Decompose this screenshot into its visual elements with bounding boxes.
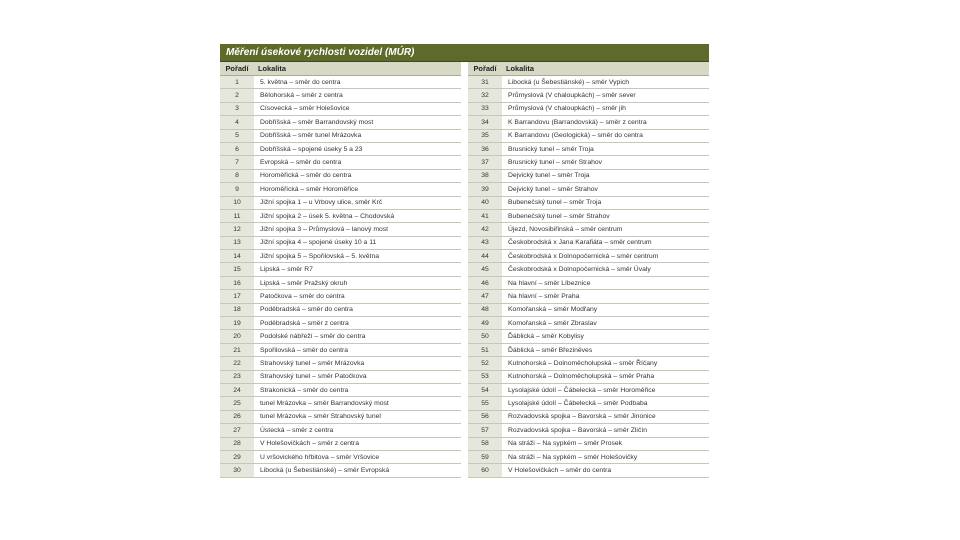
row-location: Kutnohorská – Dolnoměcholupská – směr Říčany — [502, 357, 709, 370]
table-row — [220, 142, 461, 155]
row-order: 41 — [468, 209, 502, 222]
row-location: Na stráži – Na sypkém – směr Holešovičky — [502, 450, 709, 463]
row-order: 23 — [220, 370, 254, 383]
table-row — [220, 116, 461, 129]
row-location: Poděbradská – směr z centra — [254, 317, 461, 330]
row-order: 1 — [220, 76, 254, 89]
row-order: 46 — [468, 276, 502, 289]
table-row — [468, 317, 709, 330]
table-row — [468, 464, 709, 477]
table-row — [220, 250, 461, 263]
table-row — [468, 276, 709, 289]
row-location: Císovecká – směr Holešovice — [254, 102, 461, 115]
row-order: 32 — [468, 89, 502, 102]
row-order: 35 — [468, 129, 502, 142]
table-row — [468, 410, 709, 423]
row-location: Ústecká – směr z centra — [254, 424, 461, 437]
row-order: 25 — [220, 397, 254, 410]
row-order: 19 — [220, 317, 254, 330]
row-location: Jižní spojka 3 – Průmyslová – lanový most — [254, 223, 461, 236]
row-order: 10 — [220, 196, 254, 209]
table-right — [468, 62, 709, 478]
row-location: Dobříšská – směr tunel Mrázovka — [254, 129, 461, 142]
row-order: 48 — [468, 303, 502, 316]
table-row — [468, 330, 709, 343]
table-row — [468, 236, 709, 249]
table-row — [220, 76, 461, 89]
table-row — [220, 450, 461, 463]
table-row — [468, 383, 709, 396]
table-row — [220, 410, 461, 423]
row-order: 8 — [220, 169, 254, 182]
header-location: Lokalita — [254, 62, 461, 76]
row-location: Spořilovská – směr do centra — [254, 343, 461, 356]
row-location: Lysolajské údolí – Čábelecká – směr Horoměřice — [502, 383, 709, 396]
row-order: 28 — [220, 437, 254, 450]
table-row — [468, 89, 709, 102]
table-row — [220, 397, 461, 410]
table-title: Měření úsekové rychlosti vozidel (MÚR) — [220, 44, 709, 62]
row-location: Rozvadovská spojka – Bavorská – směr Jinonice — [502, 410, 709, 423]
table-row — [468, 183, 709, 196]
table-row — [220, 464, 461, 477]
row-location: Libocká (u Šebestiánské) – směr Vypich — [502, 76, 709, 89]
row-location: Bělohorská – směr z centra — [254, 89, 461, 102]
table-row — [468, 223, 709, 236]
header-order: Pořadí — [220, 62, 254, 76]
table-row — [220, 437, 461, 450]
row-order: 11 — [220, 209, 254, 222]
table-row — [468, 116, 709, 129]
row-order: 29 — [220, 450, 254, 463]
row-location: Libocká (u Šebestiánské) – směr Evropská — [254, 464, 461, 477]
row-location: 5. května – směr do centra — [254, 76, 461, 89]
header-row — [468, 62, 709, 76]
row-order: 9 — [220, 183, 254, 196]
row-location: V Holešovičkách – směr z centra — [254, 437, 461, 450]
row-order: 13 — [220, 236, 254, 249]
table-row — [220, 276, 461, 289]
row-order: 24 — [220, 383, 254, 396]
row-location: Lipská – směr R7 — [254, 263, 461, 276]
row-location: Dejvický tunel – směr Strahov — [502, 183, 709, 196]
row-order: 38 — [468, 169, 502, 182]
row-order: 55 — [468, 397, 502, 410]
row-order: 52 — [468, 357, 502, 370]
table-row — [220, 129, 461, 142]
row-order: 2 — [220, 89, 254, 102]
row-order: 14 — [220, 250, 254, 263]
row-location: Průmyslová (V chaloupkách) – směr jih — [502, 102, 709, 115]
row-location: Kutnohorská – Dolnoměcholupská – směr Praha — [502, 370, 709, 383]
row-order: 40 — [468, 196, 502, 209]
table-row — [468, 450, 709, 463]
row-location: Horoměřická – směr do centra — [254, 169, 461, 182]
row-location: Brusnický tunel – směr Strahov — [502, 156, 709, 169]
row-location: Patočkova – směr do centra — [254, 290, 461, 303]
row-order: 33 — [468, 102, 502, 115]
row-location: Jižní spojka 4 – spojené úseky 10 a 11 — [254, 236, 461, 249]
row-order: 39 — [468, 183, 502, 196]
table-row — [220, 169, 461, 182]
row-location: Českobrodská x Dolnopočernická – směr Úvaly — [502, 263, 709, 276]
row-order: 45 — [468, 263, 502, 276]
row-order: 54 — [468, 383, 502, 396]
row-order: 6 — [220, 142, 254, 155]
table-row — [468, 102, 709, 115]
row-location: Evropská – směr do centra — [254, 156, 461, 169]
table-row — [220, 209, 461, 222]
row-order: 27 — [220, 424, 254, 437]
row-location: Lipská – směr Pražský okruh — [254, 276, 461, 289]
row-order: 15 — [220, 263, 254, 276]
table-row — [220, 102, 461, 115]
row-location: Na hlavní – směr Líbeznice — [502, 276, 709, 289]
row-order: 50 — [468, 330, 502, 343]
row-location: Jižní spojka 1 – u Vrbovy ulice, směr Krč — [254, 196, 461, 209]
row-order: 47 — [468, 290, 502, 303]
table-row — [220, 424, 461, 437]
row-location: Brusnický tunel – směr Troja — [502, 142, 709, 155]
table-row — [220, 236, 461, 249]
row-location: Komořanská – směr Zbraslav — [502, 317, 709, 330]
row-location: Komořanská – směr Modřany — [502, 303, 709, 316]
row-location: Dobříšská – směr Barrandovský most — [254, 116, 461, 129]
table-row — [220, 303, 461, 316]
row-location: Dobříšská – spojené úseky 5 a 23 — [254, 142, 461, 155]
tables-wrapper — [220, 62, 709, 478]
table-row — [468, 343, 709, 356]
table-row — [220, 317, 461, 330]
table-row — [468, 196, 709, 209]
row-location: Jižní spojka 5 – Spořilovská – 5. května — [254, 250, 461, 263]
row-order: 56 — [468, 410, 502, 423]
row-order: 16 — [220, 276, 254, 289]
row-order: 5 — [220, 129, 254, 142]
row-order: 4 — [220, 116, 254, 129]
row-location: K Barrandovu (Barrandovská) – směr z centra — [502, 116, 709, 129]
row-order: 12 — [220, 223, 254, 236]
table-row — [468, 169, 709, 182]
row-location: Průmyslová (V chaloupkách) – směr sever — [502, 89, 709, 102]
row-location: Na stráži – Na sypkém – směr Prosek — [502, 437, 709, 450]
speed-measurement-table — [220, 44, 709, 478]
table-row — [220, 330, 461, 343]
table-row — [468, 263, 709, 276]
table-row — [220, 89, 461, 102]
row-location: Rozvadovská spojka – Bavorská – směr Zličín — [502, 424, 709, 437]
table-row — [220, 223, 461, 236]
row-order: 51 — [468, 343, 502, 356]
header-order: Pořadí — [468, 62, 502, 76]
row-location: Horoměřická – směr Horoměřice — [254, 183, 461, 196]
row-order: 49 — [468, 317, 502, 330]
row-order: 17 — [220, 290, 254, 303]
row-location: tunel Mrázovka – směr Barrandovský most — [254, 397, 461, 410]
row-order: 22 — [220, 357, 254, 370]
table-row — [220, 196, 461, 209]
row-location: Ďáblická – směr Březiněves — [502, 343, 709, 356]
table-row — [468, 156, 709, 169]
table-row — [468, 357, 709, 370]
table-row — [468, 290, 709, 303]
row-order: 42 — [468, 223, 502, 236]
table-right-body — [468, 76, 709, 478]
row-order: 36 — [468, 142, 502, 155]
row-order: 37 — [468, 156, 502, 169]
row-location: Jižní spojka 2 – úsek 5. května – Chodovská — [254, 209, 461, 222]
row-order: 53 — [468, 370, 502, 383]
row-location: Dejvický tunel – směr Troja — [502, 169, 709, 182]
table-row — [468, 209, 709, 222]
table-row — [220, 156, 461, 169]
table-row — [468, 142, 709, 155]
row-location: Strahovský tunel – směr Mrázovka — [254, 357, 461, 370]
row-location: V Holešovičkách – směr do centra — [502, 464, 709, 477]
row-order: 20 — [220, 330, 254, 343]
row-location: Českobrodská x Dolnopočernická – směr centrum — [502, 250, 709, 263]
row-location: tunel Mrázovka – směr Strahovský tunel — [254, 410, 461, 423]
table-row — [468, 303, 709, 316]
table-row — [220, 263, 461, 276]
row-order: 44 — [468, 250, 502, 263]
row-location: Na hlavní – směr Praha — [502, 290, 709, 303]
row-order: 30 — [220, 464, 254, 477]
table-row — [468, 76, 709, 89]
row-order: 21 — [220, 343, 254, 356]
row-order: 60 — [468, 464, 502, 477]
row-order: 3 — [220, 102, 254, 115]
table-row — [468, 424, 709, 437]
row-location: U vršovického hřbitova – směr Vršovice — [254, 450, 461, 463]
table-row — [220, 290, 461, 303]
row-location: Podolské nábřeží – směr do centra — [254, 330, 461, 343]
row-location: Ďáblická – směr Kobylisy — [502, 330, 709, 343]
row-order: 57 — [468, 424, 502, 437]
row-location: Bubenečský tunel – směr Strahov — [502, 209, 709, 222]
table-row — [468, 437, 709, 450]
table-row — [220, 370, 461, 383]
table-row — [220, 357, 461, 370]
table-row — [468, 129, 709, 142]
row-order: 18 — [220, 303, 254, 316]
row-location: K Barrandovu (Geologická) – směr do centra — [502, 129, 709, 142]
row-location: Strahovský tunel – směr Patočkova — [254, 370, 461, 383]
row-location: Českobrodská x Jana Karafiáta – směr centrum — [502, 236, 709, 249]
row-order: 34 — [468, 116, 502, 129]
row-order: 43 — [468, 236, 502, 249]
table-row — [220, 183, 461, 196]
row-order: 26 — [220, 410, 254, 423]
table-row — [468, 370, 709, 383]
row-location: Újezd, Novosibiřinská – směr centrum — [502, 223, 709, 236]
table-left-body — [220, 76, 461, 478]
header-location: Lokalita — [502, 62, 709, 76]
row-location: Poděbradská – směr do centra — [254, 303, 461, 316]
row-order: 59 — [468, 450, 502, 463]
row-location: Lysolajské údolí – Čábelecká – směr Podbaba — [502, 397, 709, 410]
header-row — [220, 62, 461, 76]
row-order: 7 — [220, 156, 254, 169]
row-location: Strakonická – směr do centra — [254, 383, 461, 396]
table-row — [468, 397, 709, 410]
table-row — [468, 250, 709, 263]
row-location: Bubenečský tunel – směr Troja — [502, 196, 709, 209]
table-row — [220, 383, 461, 396]
row-order: 31 — [468, 76, 502, 89]
row-order: 58 — [468, 437, 502, 450]
table-row — [220, 343, 461, 356]
table-left — [220, 62, 461, 478]
